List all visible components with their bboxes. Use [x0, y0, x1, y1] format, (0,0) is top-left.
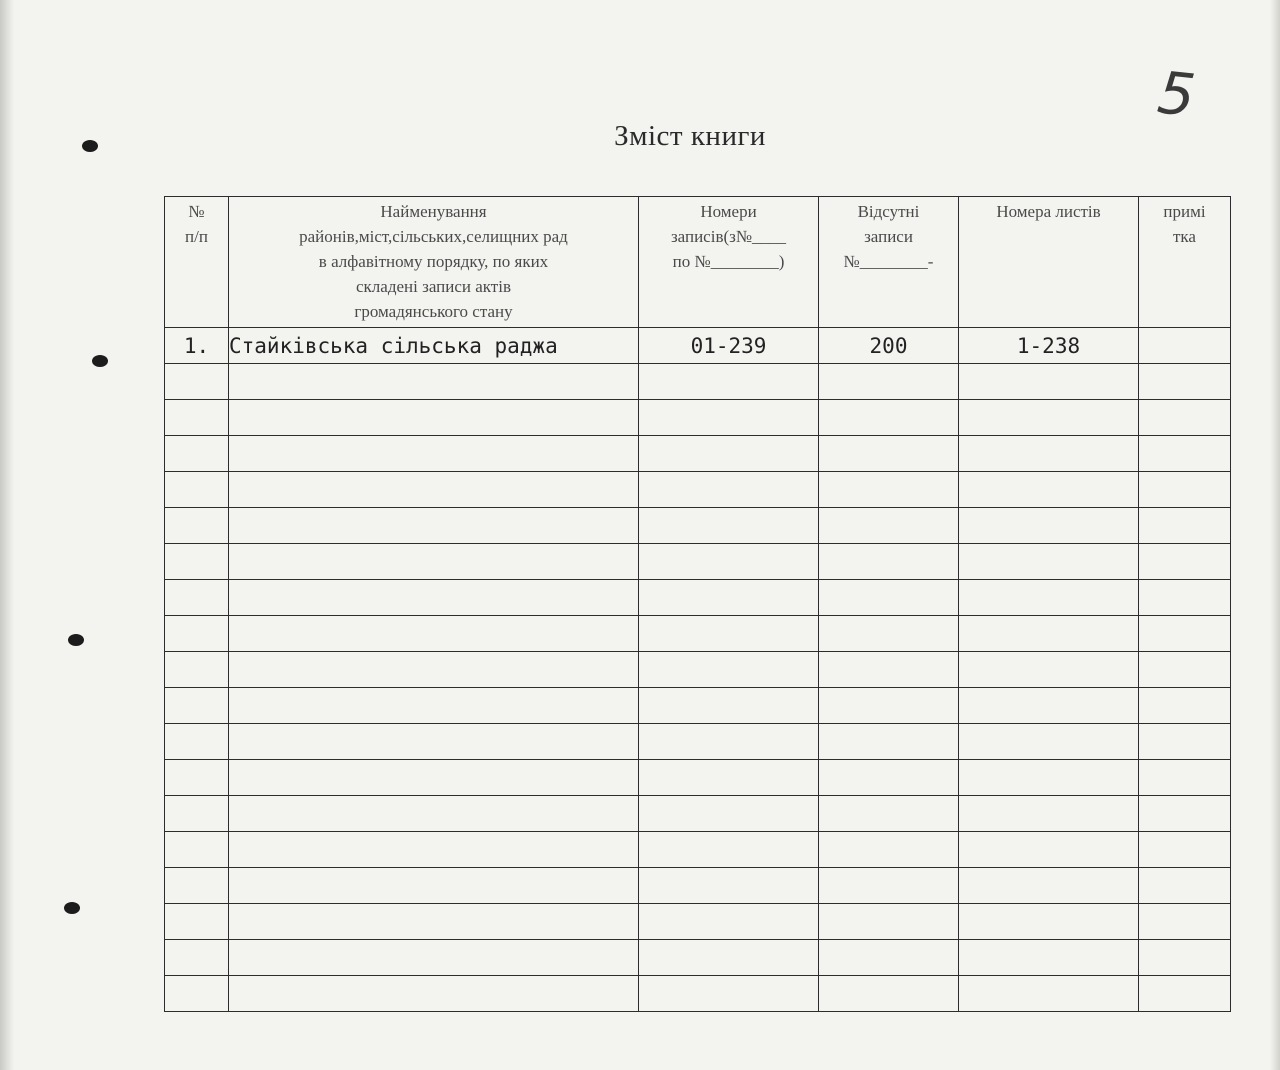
empty-cell [639, 652, 819, 688]
empty-cell [819, 760, 959, 796]
empty-cell [639, 976, 819, 1012]
empty-cell [229, 652, 639, 688]
empty-cell [165, 904, 229, 940]
table-header-row [165, 197, 1231, 328]
empty-cell [1139, 580, 1231, 616]
empty-cell [959, 436, 1139, 472]
empty-cell [639, 724, 819, 760]
empty-cell [165, 688, 229, 724]
empty-cell [959, 796, 1139, 832]
header-sheet-numbers: Номера листів [959, 197, 1139, 328]
empty-cell [959, 868, 1139, 904]
empty-cell [639, 544, 819, 580]
empty-cell [819, 904, 959, 940]
empty-cell [229, 400, 639, 436]
empty-cell [229, 724, 639, 760]
empty-cell [959, 760, 1139, 796]
empty-cell [819, 400, 959, 436]
empty-cell [639, 796, 819, 832]
empty-cell [639, 508, 819, 544]
empty-cell [1139, 364, 1231, 400]
empty-cell [959, 976, 1139, 1012]
handwritten-page-number: 5 [1154, 58, 1199, 130]
empty-cell [229, 472, 639, 508]
empty-cell [959, 544, 1139, 580]
empty-table-row [165, 400, 1231, 436]
punch-hole-icon [92, 355, 108, 367]
empty-cell [959, 904, 1139, 940]
empty-cell [639, 364, 819, 400]
empty-cell [229, 688, 639, 724]
empty-table-row [165, 904, 1231, 940]
empty-cell [165, 652, 229, 688]
empty-cell [1139, 868, 1231, 904]
empty-table-row [165, 544, 1231, 580]
empty-cell [1139, 940, 1231, 976]
page-edge-left [0, 0, 14, 1070]
empty-cell [1139, 724, 1231, 760]
empty-cell [639, 616, 819, 652]
row-number: 1. [165, 328, 229, 364]
empty-cell [165, 472, 229, 508]
empty-cell [819, 508, 959, 544]
empty-cell [1139, 796, 1231, 832]
empty-cell [959, 652, 1139, 688]
contents-table [164, 196, 1231, 1012]
empty-cell [639, 400, 819, 436]
empty-cell [165, 364, 229, 400]
empty-table-row [165, 472, 1231, 508]
empty-cell [639, 940, 819, 976]
empty-cell [165, 508, 229, 544]
page-edge-right [1270, 0, 1280, 1070]
empty-cell [1139, 544, 1231, 580]
empty-cell [959, 472, 1139, 508]
empty-table-row [165, 508, 1231, 544]
table-row [165, 328, 1231, 364]
empty-cell [165, 616, 229, 652]
empty-table-row [165, 436, 1231, 472]
punch-hole-icon [64, 902, 80, 914]
empty-table-row [165, 724, 1231, 760]
empty-cell [639, 868, 819, 904]
header-missing-records: Відсутні записи №________- [819, 197, 959, 328]
empty-cell [165, 436, 229, 472]
empty-cell [639, 688, 819, 724]
empty-cell [819, 940, 959, 976]
empty-cell [819, 580, 959, 616]
empty-table-row [165, 688, 1231, 724]
empty-table-row [165, 868, 1231, 904]
empty-cell [1139, 472, 1231, 508]
empty-cell [819, 832, 959, 868]
empty-cell [959, 724, 1139, 760]
empty-cell [229, 940, 639, 976]
empty-cell [1139, 508, 1231, 544]
empty-table-row [165, 580, 1231, 616]
empty-cell [229, 868, 639, 904]
empty-cell [1139, 976, 1231, 1012]
empty-cell [639, 580, 819, 616]
empty-cell [165, 544, 229, 580]
empty-cell [639, 472, 819, 508]
empty-cell [229, 760, 639, 796]
empty-cell [819, 868, 959, 904]
empty-cell [639, 436, 819, 472]
empty-cell [639, 832, 819, 868]
empty-cell [959, 940, 1139, 976]
empty-cell [165, 760, 229, 796]
empty-cell [229, 580, 639, 616]
empty-table-row [165, 760, 1231, 796]
empty-cell [229, 364, 639, 400]
empty-cell [1139, 832, 1231, 868]
header-notes: примі тка [1139, 197, 1231, 328]
empty-cell [1139, 616, 1231, 652]
empty-cell [165, 580, 229, 616]
empty-cell [819, 364, 959, 400]
empty-cell [165, 868, 229, 904]
empty-cell [1139, 688, 1231, 724]
empty-cell [229, 796, 639, 832]
empty-cell [959, 616, 1139, 652]
empty-cell [639, 904, 819, 940]
empty-cell [165, 796, 229, 832]
empty-cell [819, 688, 959, 724]
empty-cell [819, 652, 959, 688]
record-numbers: 01-239 [639, 328, 819, 364]
missing-records: 200 [819, 328, 959, 364]
empty-cell [165, 724, 229, 760]
empty-cell [819, 976, 959, 1012]
empty-cell [1139, 904, 1231, 940]
empty-table-row [165, 976, 1231, 1012]
empty-cell [165, 976, 229, 1012]
header-number: № п/п [165, 197, 229, 328]
header-name: Найменування районів,міст,сільських,селищних рад в алфавітному порядку, по яких складені записи актів громадянського стану [229, 197, 639, 328]
empty-cell [819, 724, 959, 760]
empty-cell [229, 508, 639, 544]
empty-cell [1139, 436, 1231, 472]
empty-cell [959, 400, 1139, 436]
empty-table-row [165, 940, 1231, 976]
punch-hole-icon [68, 634, 84, 646]
empty-cell [819, 616, 959, 652]
empty-table-row [165, 616, 1231, 652]
empty-cell [819, 796, 959, 832]
empty-cell [229, 436, 639, 472]
empty-cell [165, 832, 229, 868]
empty-table-row [165, 652, 1231, 688]
empty-cell [819, 472, 959, 508]
page-title: Зміст книги [614, 120, 766, 152]
empty-cell [959, 688, 1139, 724]
empty-cell [229, 904, 639, 940]
empty-cell [229, 832, 639, 868]
empty-table-row [165, 796, 1231, 832]
empty-cell [1139, 400, 1231, 436]
empty-table-row [165, 832, 1231, 868]
empty-table-row [165, 364, 1231, 400]
empty-cell [639, 760, 819, 796]
empty-cell [959, 832, 1139, 868]
empty-cell [1139, 760, 1231, 796]
sheet-numbers: 1-238 [959, 328, 1139, 364]
notes [1139, 328, 1231, 364]
empty-cell [819, 436, 959, 472]
council-name: Стайківська сільська раджа [229, 328, 639, 364]
empty-cell [959, 580, 1139, 616]
empty-cell [229, 976, 639, 1012]
empty-cell [819, 544, 959, 580]
empty-cell [1139, 652, 1231, 688]
empty-cell [229, 544, 639, 580]
header-record-numbers: Номери записів(з№____ по №________) [639, 197, 819, 328]
empty-cell [229, 616, 639, 652]
empty-cell [165, 400, 229, 436]
empty-cell [165, 940, 229, 976]
empty-cell [959, 364, 1139, 400]
empty-cell [959, 508, 1139, 544]
